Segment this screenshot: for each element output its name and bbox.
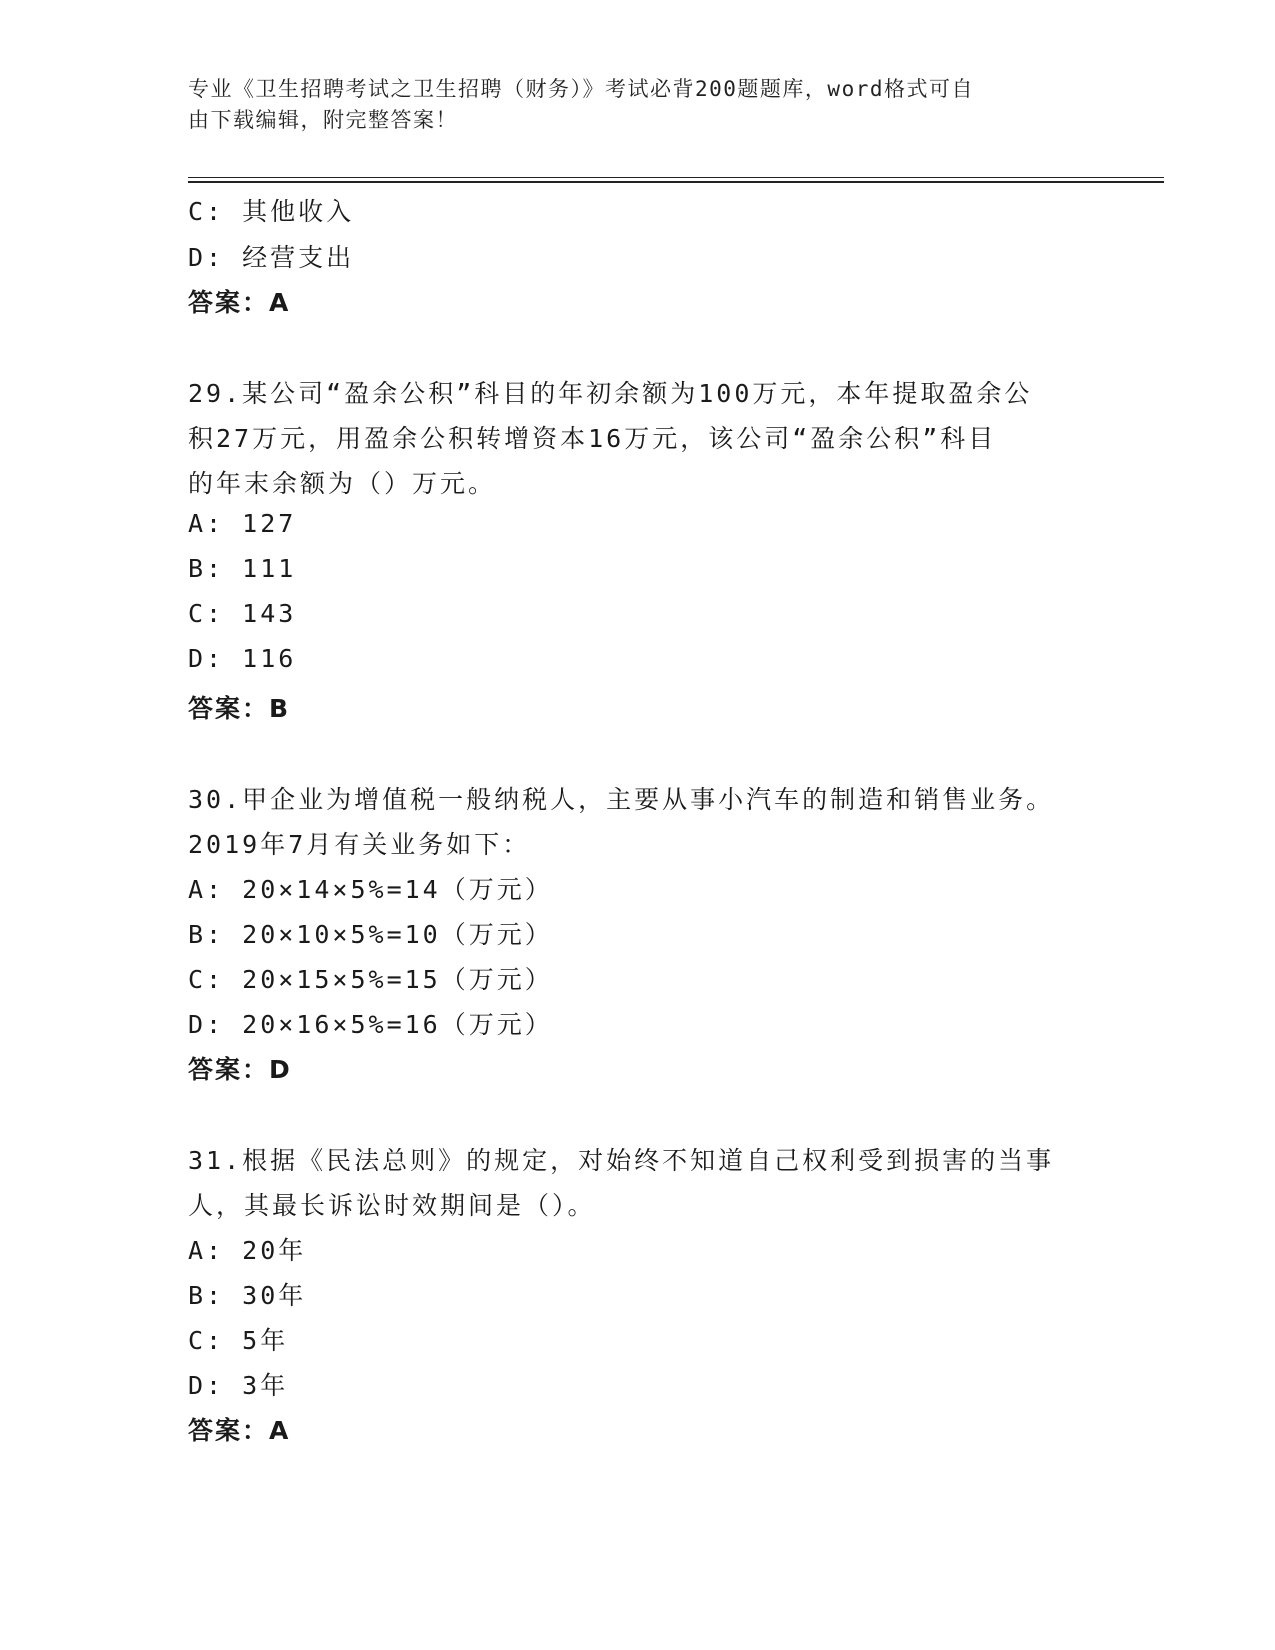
- q31-option-b: B: 30年: [188, 1281, 307, 1310]
- q28-option-c: C: 其他收入: [188, 197, 355, 226]
- q29-option-d: D: 116: [188, 644, 297, 673]
- q31-stem-line-1: 31.根据《民法总则》的规定，对始终不知道自己权利受到损害的当事: [188, 1146, 1055, 1175]
- q29-stem-line-1: 29.某公司“盈余公积”科目的年初余额为100万元，本年提取盈余公: [188, 379, 1033, 408]
- q29-option-a: A: 127: [188, 509, 297, 538]
- q29-stem-line-2: 积27万元，用盈余公积转增资本16万元，该公司“盈余公积”科目: [188, 424, 997, 453]
- q30-stem-line-2: 2019年7月有关业务如下：: [188, 830, 531, 859]
- q31-option-d: D: 3年: [188, 1371, 289, 1400]
- header-divider-top: [188, 177, 1164, 178]
- q30-option-b: B: 20×10×5%=10（万元）: [188, 920, 553, 949]
- header-line-2: 由下载编辑，附完整答案！: [188, 108, 458, 132]
- q31-answer: 答案：A: [188, 1416, 291, 1445]
- q28-answer: 答案：A: [188, 288, 291, 317]
- q30-option-d: D: 20×16×5%=16（万元）: [188, 1010, 553, 1039]
- q28-option-d: D: 经营支出: [188, 243, 355, 272]
- q31-option-c: C: 5年: [188, 1326, 289, 1355]
- q30-option-c: C: 20×15×5%=15（万元）: [188, 965, 553, 994]
- document-header: [188, 74, 1088, 136]
- q30-stem-line-1: 30.甲企业为增值税一般纳税人，主要从事小汽车的制造和销售业务。: [188, 785, 1055, 814]
- q29-option-b: B: 111: [188, 554, 297, 583]
- q31-stem-line-2: 人，其最长诉讼时效期间是（）。: [188, 1191, 596, 1220]
- q29-stem-line-3: 的年末余额为（）万元。: [188, 469, 497, 498]
- q29-answer: 答案：B: [188, 694, 291, 723]
- header-line-1: 专业《卫生招聘考试之卫生招聘（财务）》考试必背200题题库，word格式可自: [188, 77, 974, 101]
- q31-option-a: A: 20年: [188, 1236, 307, 1265]
- header-divider-bottom: [188, 181, 1164, 183]
- q30-answer: 答案：D: [188, 1055, 292, 1084]
- q29-option-c: C: 143: [188, 599, 297, 628]
- q30-option-a: A: 20×14×5%=14（万元）: [188, 875, 553, 904]
